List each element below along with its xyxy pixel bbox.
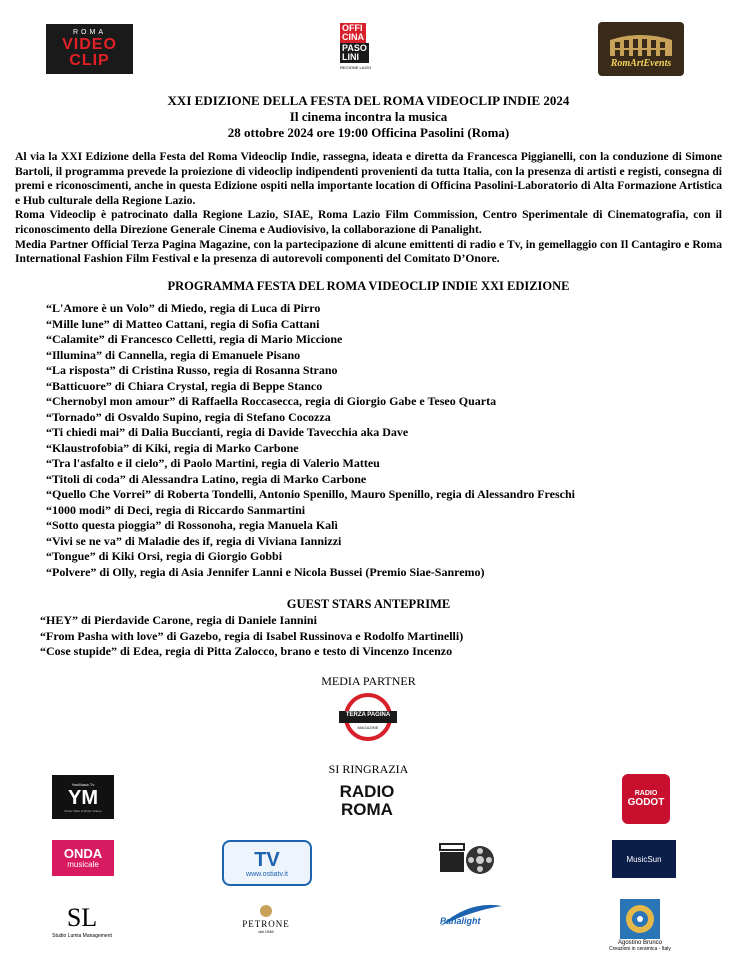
- roma-videoclip-logo: [46, 24, 133, 74]
- film-reel-icon: [438, 838, 496, 880]
- list-item: “Tongue” di Kiki Orsi, regia di Giorgio Gobbi: [46, 549, 283, 563]
- radio-godot-logo: [622, 774, 670, 824]
- youmusic-top: YouMusic.Tv: [71, 781, 95, 787]
- list-item: “Mille lune” di Matteo Cattani, regia di Sofia Cattani: [46, 316, 320, 331]
- youmusic-sub: Music Talks & Music Videos: [64, 808, 102, 813]
- panalight-text: Panalight: [440, 916, 481, 926]
- list-item: “Chernobyl mon amour” di Raffaella Roccasecca, regia di Giorgio Gabe e Teseo Quarta: [46, 394, 497, 408]
- intro-paragraph-2: Roma Videoclip è patrocinato dalla Regione Lazio, SIAE, Roma Lazio Film Commission, Centro Sperimentale di Cinematografia, con il riconoscimento della Direzione Generale Cinema e Audiovisivo, la collaborazione di Panalight.: [15, 208, 722, 236]
- intro-paragraph-3: Media Partner Official Terza Pagina Magazine, con la partecipazione di alcune emittenti di radio e Tv, in gemellaggio con Il Cantagiro e Roma International Fashion Film Festival e la presenza di autorevoli componenti del Comitato D’Onore.: [15, 237, 722, 266]
- onda-line2: musicale: [67, 860, 99, 869]
- petrone-logo: [234, 896, 298, 940]
- list-item: “Tra l'asfalto e il cielo”, di Paolo Martini, regia di Valerio Matteu: [46, 456, 380, 470]
- intro-text: [15, 150, 722, 267]
- terza-pagina-sub: MAGAZINE: [357, 725, 379, 730]
- colosseum-icon: [606, 30, 676, 58]
- list-item: “Tornado” di Osvaldo Supino, regia di Stefano Cocozza: [46, 409, 331, 424]
- list-item: “Illumina” di Cannella, regia di Emanuele Pisano: [46, 347, 301, 362]
- petrone-sub: dal 1946: [258, 928, 274, 934]
- list-item: “Polvere” di Olly, regia di Asia Jennifer Lanni e Nicola Bussei (Premio Siae-Sanremo): [46, 564, 485, 579]
- film-reel-logo: [438, 838, 496, 880]
- terza-pagina-logo: [333, 693, 403, 741]
- list-item: “Titoli di coda” di Alessandra Latino, regia di Marko Carbone: [46, 471, 367, 486]
- list-item: “L'Amore è un Volo” di Miedo, regia di Luca di Pirro: [46, 301, 321, 315]
- music-sun-text: MusicSun: [626, 854, 662, 864]
- officina-line1: OFFI: [342, 22, 363, 33]
- logo-clip-text: CLIP: [69, 52, 110, 69]
- music-sun-logo: [612, 840, 676, 878]
- list-item: “La risposta” di Cristina Russo, regia di Rosanna Strano: [46, 363, 338, 377]
- radio-roma-line2: ROMA: [341, 800, 393, 819]
- ostia-tv-main: TV: [254, 848, 280, 871]
- romartevents-text: RomArtEvents: [610, 57, 672, 69]
- list-item: “Cose stupide” di Edea, regia di Pitta Zalocco, brano e testo di Vincenzo Incenzo: [40, 644, 453, 658]
- officina-line2: CINA: [342, 31, 364, 42]
- list-item: “Calamite” di Francesco Celletti, regia di Mario Miccione: [46, 332, 343, 346]
- list-item: “Vivi se ne va” di Maladie des if, regia di Viviana Iannizzi: [46, 533, 342, 548]
- event-subtitle: Il cinema incontra la musica: [289, 109, 448, 124]
- panalight-logo: [434, 896, 506, 936]
- officina-line3: PASO: [342, 42, 367, 53]
- event-date: 28 ottobre 2024 ore 19:00 Officina Pasolini (Roma): [227, 125, 510, 140]
- radio-godot-line2: GODOT: [627, 797, 665, 808]
- guest-title: GUEST STARS ANTEPRIME: [286, 597, 451, 611]
- studio-lumia-mono: SL: [66, 903, 98, 932]
- onda-line1: ONDA: [63, 846, 103, 861]
- logo-roma-text: ROMA: [73, 29, 106, 36]
- list-item: “HEY” di Pierdavide Carone, regia di Daniele Iannini: [40, 613, 317, 627]
- romartevents-logo: [598, 22, 684, 76]
- youmusic-main: YM: [68, 786, 98, 809]
- agostino-name: Agostino Brunco: [617, 940, 663, 946]
- si-ringrazia-label: SI RINGRAZIA: [328, 762, 409, 776]
- radio-roma-logo: [335, 777, 399, 825]
- list-item: “Klaustrofobia” di Kiki, regia di Marko Carbone: [46, 440, 299, 455]
- list-item: “Batticuore” di Chiara Crystal, regia di Beppe Stanco: [46, 378, 323, 393]
- officina-sub: REGIONE LAZIO: [340, 64, 372, 70]
- petrone-text: PETRONE: [242, 918, 290, 929]
- agostino-brunco-logo: [600, 890, 680, 960]
- list-item: “Quello Che Vorrei” di Roberta Tondelli, Antonio Spenillo, Mauro Spenillo, regia di Alessandro Freschi: [46, 487, 575, 501]
- studio-lumia-caption: Studio Lumia Management: [52, 933, 112, 939]
- officina-line4: LINI: [342, 51, 359, 62]
- radio-roma-line1: RADIO: [339, 782, 395, 801]
- programma-title: PROGRAMMA FESTA DEL ROMA VIDEOCLIP INDIE XXI EDIZIONE: [167, 279, 570, 293]
- officina-pasolini-logo: [340, 16, 400, 76]
- ostia-tv-url: www.ostiatv.it: [246, 870, 288, 878]
- list-item: “Ti chiedi mai” di Dalia Buccianti, regia di Davide Tavecchia aka Dave: [46, 425, 409, 439]
- petrone-crest-icon: [259, 903, 273, 919]
- list-item: “Sotto questa pioggia” di Rossonoha, regia Manuela Kalì: [46, 518, 338, 532]
- media-partner-label: MEDIA PARTNER: [321, 674, 416, 688]
- logo-video-text: VIDEO: [62, 36, 117, 53]
- agostino-caption: Creazioni in ceramica - Italy: [609, 946, 671, 952]
- radio-godot-line1: RADIO: [634, 790, 658, 797]
- guest-list: [40, 613, 700, 660]
- list-item: “From Pasha with love” di Gazebo, regia di Isabel Russinova e Rodolfo Martinelli): [40, 628, 464, 643]
- ceramic-tile-icon: [619, 898, 661, 940]
- intro-paragraph-1: Al via la XXI Edizione della Festa del Roma Videoclip Indie, rassegna, ideata e diretta da Francesca Piggianelli, con la conduzione di Simone Bartoli, il programma prevede la proiezione di videoclip indipendenti provenienti da tutta Italia, con la presenza di artisti e registi, consegna di premi e riconoscimenti, anche in questa Edizione ospiti nella importante location di Officina Pasolini-Laboratorio di Alta Formazione Artistica e Hub culturale della Regione Lazio.: [15, 150, 722, 207]
- onda-musicale-logo: [52, 840, 114, 876]
- youmusic-logo: [52, 775, 114, 819]
- event-title: XXI EDIZIONE DELLA FESTA DEL ROMA VIDEOCLIP INDIE 2024: [167, 93, 570, 108]
- programma-list: [46, 301, 706, 580]
- ostia-tv-logo: [222, 840, 312, 886]
- terza-pagina-text: TERZA PAGINA: [345, 712, 391, 718]
- studio-lumia-logo: [40, 898, 124, 944]
- list-item: “1000 modi” di Deci, regia di Riccardo Sanmartini: [46, 502, 306, 517]
